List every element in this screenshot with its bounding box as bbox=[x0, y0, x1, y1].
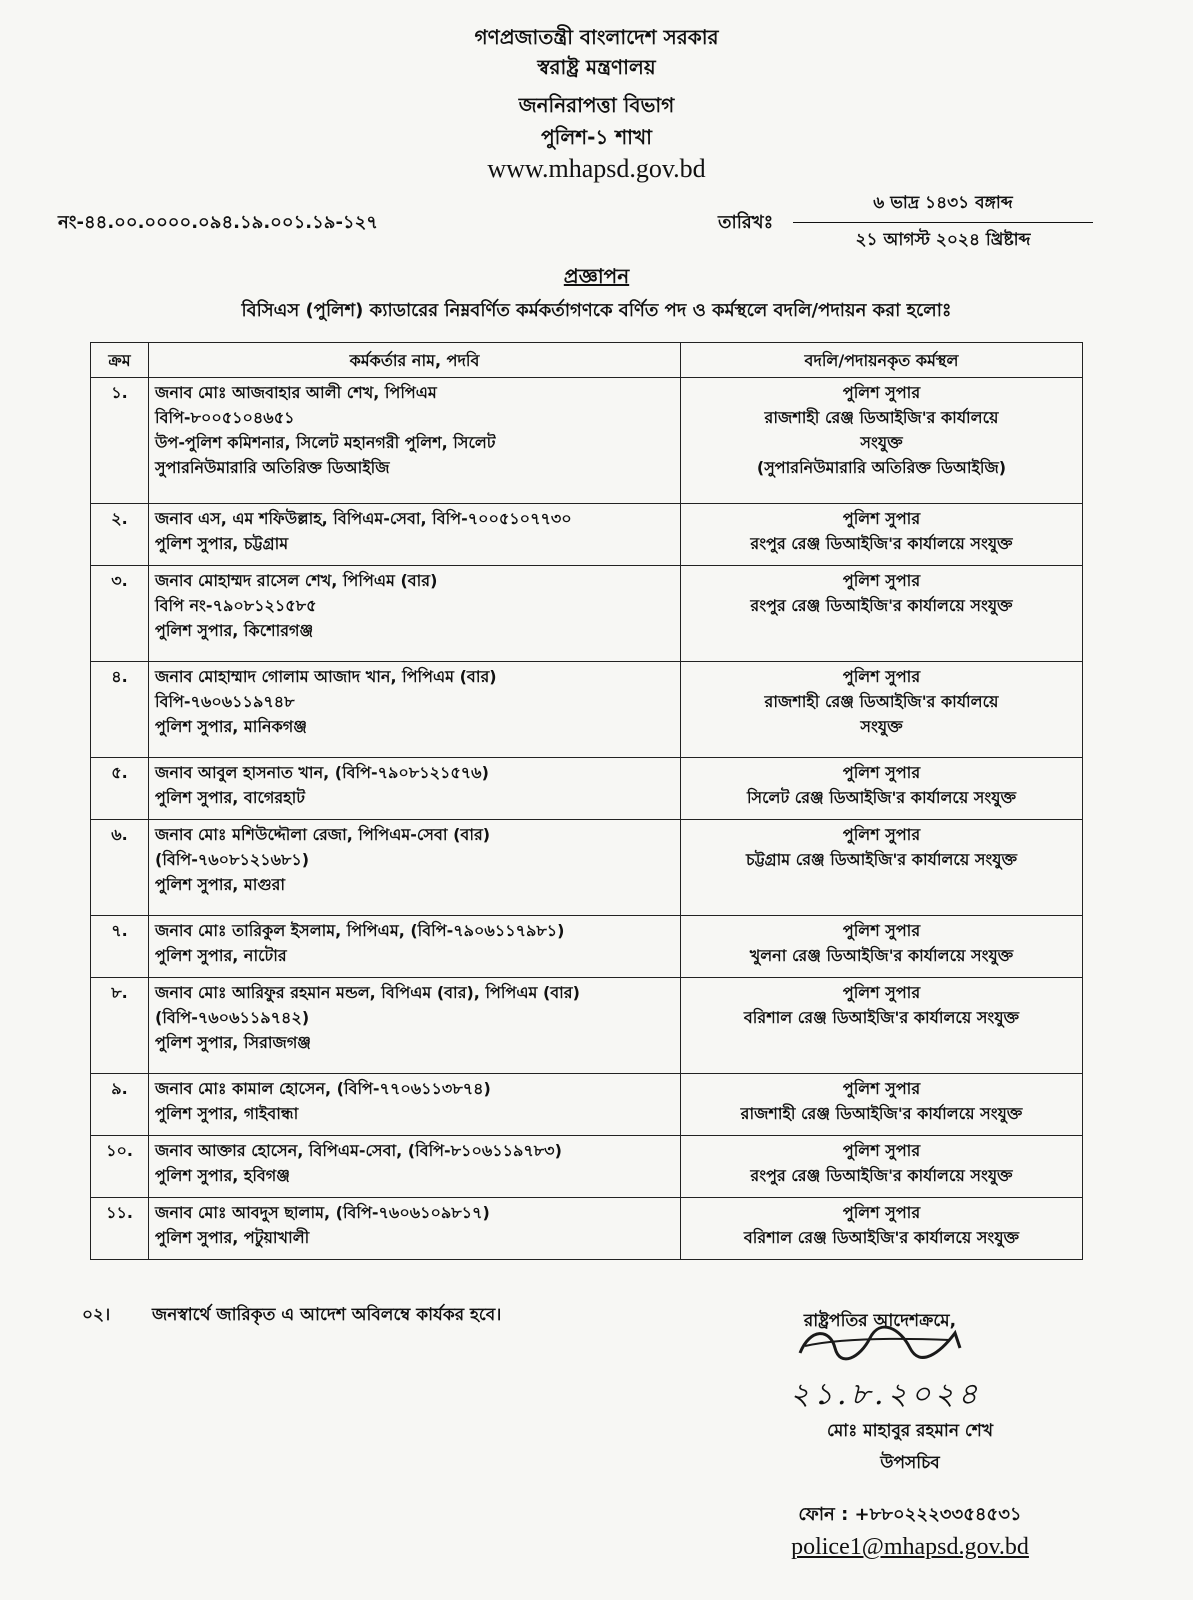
officer-detail-line: জনাব মোহাম্মাদ গোলাম আজাদ খান, পিপিএম (বার) bbox=[155, 667, 497, 686]
officer-details-cell bbox=[149, 978, 681, 1074]
posting-cell bbox=[681, 978, 1083, 1074]
table-header-row bbox=[91, 343, 1083, 378]
officer-details-cell bbox=[149, 566, 681, 662]
column-header-serial: ক্রম bbox=[91, 343, 149, 378]
note-text: জনস্বার্থে জারিকৃত এ আদেশ অবিলম্বে কার্যকর হবে। bbox=[152, 1305, 502, 1325]
transfer-table bbox=[90, 342, 1083, 1260]
serial-cell: ৫. bbox=[91, 758, 149, 820]
posting-line: পুলিশ সুপার bbox=[842, 763, 921, 782]
serial-cell: ৬. bbox=[91, 820, 149, 916]
officer-detail-line: জনাব এস, এম শফিউল্লাহ, বিপিএম-সেবা, বিপি-৭০০৫১০৭৭৩০ bbox=[155, 509, 572, 528]
officer-details-cell bbox=[149, 1074, 681, 1136]
posting-line: পুলিশ সুপার bbox=[842, 921, 921, 940]
posting-line: সিলেট রেঞ্জ ডিআইজি'র কার্যালয়ে সংযুক্ত bbox=[746, 788, 1017, 807]
posting-cell bbox=[681, 1136, 1083, 1198]
posting-line: সংযুক্ত bbox=[860, 433, 903, 452]
officer-detail-line: সুপারনিউমারারি অতিরিক্ত ডিআইজি bbox=[155, 458, 390, 477]
officer-detail-line: জনাব আক্তার হোসেন, বিপিএম-সেবা, (বিপি-৮১০৬১১৯৭৮৩) bbox=[155, 1141, 562, 1160]
serial-cell: ১০. bbox=[91, 1136, 149, 1198]
serial-cell: ৩. bbox=[91, 566, 149, 662]
posting-line: খুলনা রেঞ্জ ডিআইজি'র কার্যালয়ে সংযুক্ত bbox=[749, 946, 1014, 965]
posting-line: বরিশাল রেঞ্জ ডিআইজি'র কার্যালয়ে সংযুক্ত bbox=[743, 1008, 1020, 1027]
posting-line: রংপুর রেঞ্জ ডিআইজি'র কার্যালয়ে সংযুক্ত bbox=[750, 1166, 1013, 1185]
note-number: ০২। bbox=[82, 1305, 111, 1325]
officer-details-cell bbox=[149, 378, 681, 504]
officer-detail-line: পুলিশ সুপার, হবিগঞ্জ bbox=[155, 1166, 290, 1185]
table-row bbox=[91, 1074, 1083, 1136]
table-body bbox=[91, 378, 1083, 1260]
contact-phone: ফোন : +৮৮০২২২৩৩৫৪৫৩১ bbox=[798, 1504, 1022, 1525]
table-row bbox=[91, 978, 1083, 1074]
officer-detail-line: (বিপি-৭৬০৬১১৯৭৪২) bbox=[155, 1008, 310, 1027]
officer-detail-line: জনাব মোঃ আবদুস ছালাম, (বিপি-৭৬০৬১০৯৮১৭) bbox=[155, 1203, 490, 1222]
officer-detail-line: পুলিশ সুপার, গাইবান্ধা bbox=[155, 1104, 299, 1123]
posting-line: পুলিশ সুপার bbox=[842, 571, 921, 590]
posting-line: পুলিশ সুপার bbox=[842, 383, 921, 402]
handwritten-signature bbox=[790, 1318, 970, 1368]
column-header-posting: বদলি/পদায়নকৃত কর্মস্থল bbox=[681, 343, 1083, 378]
officer-detail-line: পুলিশ সুপার, সিরাজগঞ্জ bbox=[155, 1033, 311, 1052]
officer-detail-line: জনাব মোঃ আজবাহার আলী শেখ, পিপিএম bbox=[155, 383, 437, 402]
table-row bbox=[91, 758, 1083, 820]
officer-detail-line: পুলিশ সুপার, মানিকগঞ্জ bbox=[155, 717, 307, 736]
posting-cell bbox=[681, 566, 1083, 662]
memo-number: নং-৪৪.০০.০০০০.০৯৪.১৯.০০১.১৯-১২৭ bbox=[58, 212, 378, 233]
division-name: জননিরাপত্তা বিভাগ bbox=[518, 93, 675, 117]
posting-line: পুলিশ সুপার bbox=[842, 1079, 921, 1098]
officer-detail-line: বিপি-৭৬০৬১১৯৭৪৮ bbox=[155, 692, 295, 711]
branch-name: পুলিশ-১ শাখা bbox=[541, 125, 652, 149]
intro-text: বিসিএস (পুলিশ) ক্যাডারের নিম্নবর্ণিত কর্মকর্তাগণকে বর্ণিত পদ ও কর্মস্থলে বদলি/পদায়ন করা হলোঃ bbox=[241, 300, 952, 321]
posting-cell bbox=[681, 1074, 1083, 1136]
officer-detail-line: পুলিশ সুপার, চট্টগ্রাম bbox=[155, 534, 289, 553]
officer-detail-line: পুলিশ সুপার, কিশোরগঞ্জ bbox=[155, 621, 314, 640]
posting-cell bbox=[681, 820, 1083, 916]
posting-line: পুলিশ সুপার bbox=[842, 983, 921, 1002]
posting-line: রংপুর রেঞ্জ ডিআইজি'র কার্যালয়ে সংযুক্ত bbox=[750, 534, 1013, 553]
column-header-name: কর্মকর্তার নাম, পদবি bbox=[149, 343, 681, 378]
officer-detail-line: জনাব মোঃ কামাল হোসেন, (বিপি-৭৭০৬১১৩৮৭৪) bbox=[155, 1079, 491, 1098]
officer-detail-line: জনাব আবুল হাসনাত খান, (বিপি-৭৯০৮১২১৫৭৬) bbox=[155, 763, 489, 782]
table-row bbox=[91, 662, 1083, 758]
officer-details-cell bbox=[149, 916, 681, 978]
memo-row bbox=[58, 193, 1138, 260]
table-row bbox=[91, 820, 1083, 916]
posting-cell bbox=[681, 378, 1083, 504]
ministry-name: স্বরাষ্ট্র মন্ত্রণালয় bbox=[537, 55, 656, 79]
posting-line: পুলিশ সুপার bbox=[842, 1141, 921, 1160]
table-row bbox=[91, 916, 1083, 978]
serial-cell: ২. bbox=[91, 504, 149, 566]
handwritten-date: ২১.৮.২০২৪ bbox=[790, 1377, 982, 1412]
officer-details-cell bbox=[149, 1198, 681, 1260]
officer-detail-line: পুলিশ সুপার, মাগুরা bbox=[155, 875, 286, 894]
date-label: তারিখঃ bbox=[718, 212, 774, 233]
officer-detail-line: বিপি নং-৭৯০৮১২১৫৮৫ bbox=[155, 596, 317, 615]
date-bangla: ৬ ভাদ্র ১৪৩১ বঙ্গাব্দ bbox=[793, 190, 1093, 223]
posting-line: পুলিশ সুপার bbox=[842, 509, 921, 528]
note-line bbox=[82, 1302, 501, 1330]
signatory-name: মোঃ মাহাবুর রহমান শেখ bbox=[826, 1421, 994, 1441]
officer-detail-line: পুলিশ সুপার, পটুয়াখালী bbox=[155, 1228, 310, 1247]
posting-cell bbox=[681, 1198, 1083, 1260]
posting-cell bbox=[681, 758, 1083, 820]
officer-detail-line: উপ-পুলিশ কমিশনার, সিলেট মহানগরী পুলিশ, সিলেট bbox=[155, 433, 496, 452]
table-row bbox=[91, 378, 1083, 504]
posting-line: সংযুক্ত bbox=[860, 717, 903, 736]
table-row bbox=[91, 566, 1083, 662]
posting-cell bbox=[681, 504, 1083, 566]
serial-cell: ১১. bbox=[91, 1198, 149, 1260]
posting-line: চট্টগ্রাম রেঞ্জ ডিআইজি'র কার্যালয়ে সংযুক্ত bbox=[745, 850, 1018, 869]
signatory-designation: উপসচিব bbox=[880, 1453, 940, 1473]
officer-detail-line: পুলিশ সুপার, বাগেরহাট bbox=[155, 788, 305, 807]
officer-detail-line: (বিপি-৭৬০৮১২১৬৮১) bbox=[155, 850, 310, 869]
date-gregorian: ২১ আগস্ট ২০২৪ খ্রিষ্টাব্দ bbox=[855, 230, 1031, 250]
officer-detail-line: পুলিশ সুপার, নাটোর bbox=[155, 946, 287, 965]
table-row bbox=[91, 504, 1083, 566]
govt-name: গণপ্রজাতন্ত্রী বাংলাদেশ সরকার bbox=[474, 25, 719, 49]
contact-email[interactable]: police1@mhapsd.gov.bd bbox=[791, 1534, 1029, 1560]
officer-detail-line: জনাব মোঃ মশিউদ্দৌলা রেজা, পিপিএম-সেবা (বার) bbox=[155, 825, 491, 844]
website-link[interactable]: www.mhapsd.gov.bd bbox=[487, 154, 706, 183]
posting-line: রাজশাহী রেঞ্জ ডিআইজি'র কার্যালয়ে সংযুক্ত bbox=[740, 1104, 1023, 1123]
table-row bbox=[91, 1198, 1083, 1260]
letterhead bbox=[0, 22, 1193, 186]
order-line: রাষ্ট্রপতির আদেশক্রমে, bbox=[803, 1311, 957, 1331]
officer-details-cell bbox=[149, 504, 681, 566]
date-box bbox=[793, 190, 1093, 255]
posting-line: রাজশাহী রেঞ্জ ডিআইজি'র কার্যালয়ে bbox=[764, 692, 999, 711]
officer-details-cell bbox=[149, 662, 681, 758]
serial-cell: ১. bbox=[91, 378, 149, 504]
posting-line: পুলিশ সুপার bbox=[842, 667, 921, 686]
serial-cell: ৪. bbox=[91, 662, 149, 758]
posting-line: রংপুর রেঞ্জ ডিআইজি'র কার্যালয়ে সংযুক্ত bbox=[750, 596, 1013, 615]
officer-detail-line: বিপি-৮০০৫১০৪৬৫১ bbox=[155, 408, 295, 427]
officer-details-cell bbox=[149, 1136, 681, 1198]
posting-line: রাজশাহী রেঞ্জ ডিআইজি'র কার্যালয়ে bbox=[764, 408, 999, 427]
table-row bbox=[91, 1136, 1083, 1198]
officer-detail-line: জনাব মোঃ আরিফুর রহমান মন্ডল, বিপিএম (বার), পিপিএম (বার) bbox=[155, 983, 580, 1002]
officer-detail-line: জনাব মোহাম্মদ রাসেল শেখ, পিপিএম (বার) bbox=[155, 571, 438, 590]
posting-line: (সুপারনিউমারারি অতিরিক্ত ডিআইজি) bbox=[756, 458, 1007, 477]
officer-details-cell bbox=[149, 820, 681, 916]
officer-details-cell bbox=[149, 758, 681, 820]
serial-cell: ৮. bbox=[91, 978, 149, 1074]
posting-line: পুলিশ সুপার bbox=[842, 825, 921, 844]
notification-title: প্রজ্ঞাপন bbox=[563, 264, 630, 288]
posting-cell bbox=[681, 916, 1083, 978]
serial-cell: ৯. bbox=[91, 1074, 149, 1136]
serial-cell: ৭. bbox=[91, 916, 149, 978]
posting-line: পুলিশ সুপার bbox=[842, 1203, 921, 1222]
officer-detail-line: জনাব মোঃ তারিকুল ইসলাম, পিপিএম, (বিপি-৭৯০৬১১৭৯৮১) bbox=[155, 921, 565, 940]
posting-line: বরিশাল রেঞ্জ ডিআইজি'র কার্যালয়ে সংযুক্ত bbox=[743, 1228, 1020, 1247]
posting-cell bbox=[681, 662, 1083, 758]
